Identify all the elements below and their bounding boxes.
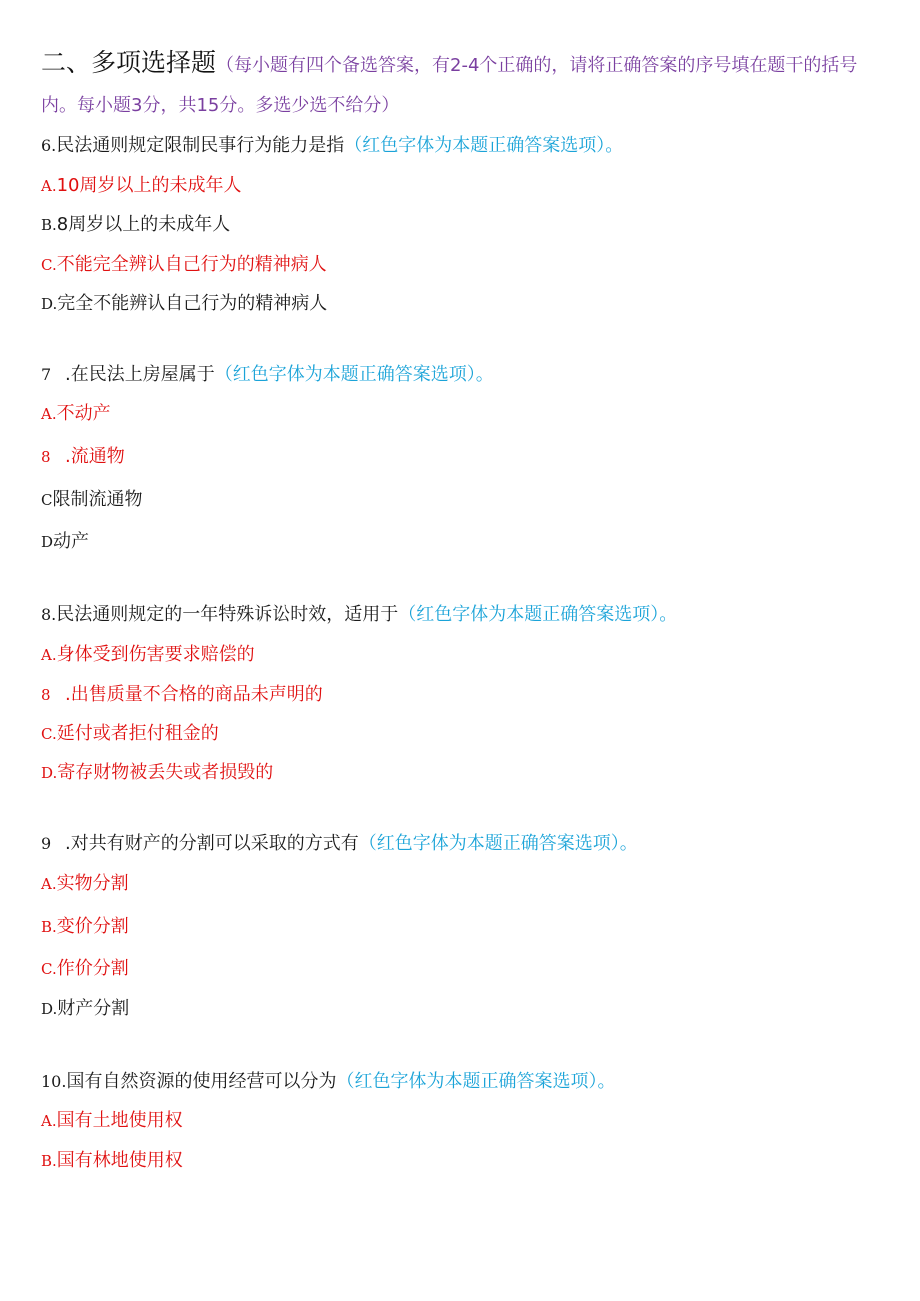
option-label: D. (41, 764, 58, 782)
option-label: A. (41, 646, 57, 664)
question-stem (41, 1070, 615, 1094)
option-item (41, 530, 89, 554)
option-item (41, 292, 327, 316)
option-item (41, 872, 129, 896)
question-text: 民法通则规定的一年特殊诉讼时效，适用于 (56, 604, 399, 625)
answer-hint: （红色字体为本题正确答案选项）。 (358, 833, 638, 854)
option-text: 不能完全辨认自己行为的精神病人 (56, 254, 327, 275)
option-text: 财产分割 (57, 998, 130, 1019)
option-item (41, 722, 219, 746)
answer-hint: （红色字体为本题正确答案选项）。 (336, 1071, 616, 1092)
option-label: A. (41, 177, 57, 195)
option-text: 寄存财物被丢失或者损毁的 (57, 762, 274, 783)
option-label: C. (41, 256, 57, 274)
question-number: 9 (41, 834, 52, 853)
option-text: 实物分割 (56, 873, 129, 894)
option-label: C (41, 491, 53, 509)
option-text: 10周岁以上的未成年人 (56, 175, 242, 196)
option-label: B. (41, 1152, 57, 1170)
option-text: 完全不能辨认自己行为的精神病人 (57, 293, 328, 314)
option-item (41, 761, 273, 785)
option-label: B. (41, 918, 57, 936)
option-item (41, 213, 230, 237)
option-label: D (41, 533, 54, 551)
option-text: 国有林地使用权 (56, 1150, 183, 1171)
option-label: 8 (41, 448, 51, 466)
option-label: B. (41, 216, 57, 234)
question-stem (41, 832, 638, 856)
section-title: 二、多项选择题 (41, 48, 217, 77)
option-text: 延付或者拒付租金的 (56, 723, 219, 744)
answer-hint: （红色字体为本题正确答案选项）。 (344, 135, 624, 156)
option-label: A. (41, 875, 57, 893)
question-stem (41, 134, 623, 158)
option-item (41, 445, 125, 469)
option-item (41, 1149, 183, 1173)
option-item (41, 253, 327, 277)
option-label: C. (41, 960, 57, 978)
question-number: 10. (41, 1072, 67, 1091)
question-text: .在民法上房屋属于 (65, 364, 215, 385)
answer-hint: （红色字体为本题正确答案选项）。 (214, 364, 494, 385)
option-text: 限制流通物 (52, 489, 143, 510)
option-item (41, 402, 111, 426)
question-number: 6. (41, 136, 57, 155)
option-text: 8周岁以上的未成年人 (56, 214, 231, 235)
option-text: .流通物 (65, 446, 125, 467)
option-text: 变价分割 (56, 916, 129, 937)
question-number: 7 (41, 365, 52, 384)
answer-hint: （红色字体为本题正确答案选项）。 (398, 604, 678, 625)
option-label: C. (41, 725, 57, 743)
option-text: .出售质量不合格的商品未声明的 (65, 684, 323, 705)
option-item (41, 174, 242, 198)
option-item (41, 1109, 183, 1133)
option-item (41, 643, 255, 667)
option-text: 不动产 (56, 403, 111, 424)
option-label: 8 (41, 686, 51, 704)
option-label: D. (41, 1000, 58, 1018)
section-heading (41, 48, 857, 81)
section-instruction-cont: 内。每小题3分，共15分。多选少选不给分） (41, 95, 400, 116)
question-text: 国有自然资源的使用经营可以分为 (66, 1071, 337, 1092)
question-stem (41, 603, 677, 627)
question-text: 民法通则规定限制民事行为能力是指 (56, 135, 345, 156)
question-number: 8. (41, 605, 57, 624)
option-text: 动产 (53, 531, 90, 552)
option-label: D. (41, 295, 58, 313)
option-item (41, 997, 129, 1021)
option-label: A. (41, 405, 57, 423)
option-item (41, 915, 129, 939)
section-instruction: （每小题有四个备选答案，有2-4个正确的，请将正确答案的序号填在题干的括号 (216, 55, 858, 76)
option-text: 作价分割 (56, 958, 129, 979)
option-item (41, 957, 129, 981)
option-label: A. (41, 1112, 57, 1130)
option-item (41, 488, 142, 512)
question-stem (41, 363, 494, 387)
question-text: .对共有财产的分割可以采取的方式有 (65, 833, 359, 854)
option-text: 身体受到伤害要求赔偿的 (56, 644, 255, 665)
option-item (41, 683, 323, 707)
option-text: 国有土地使用权 (56, 1110, 183, 1131)
